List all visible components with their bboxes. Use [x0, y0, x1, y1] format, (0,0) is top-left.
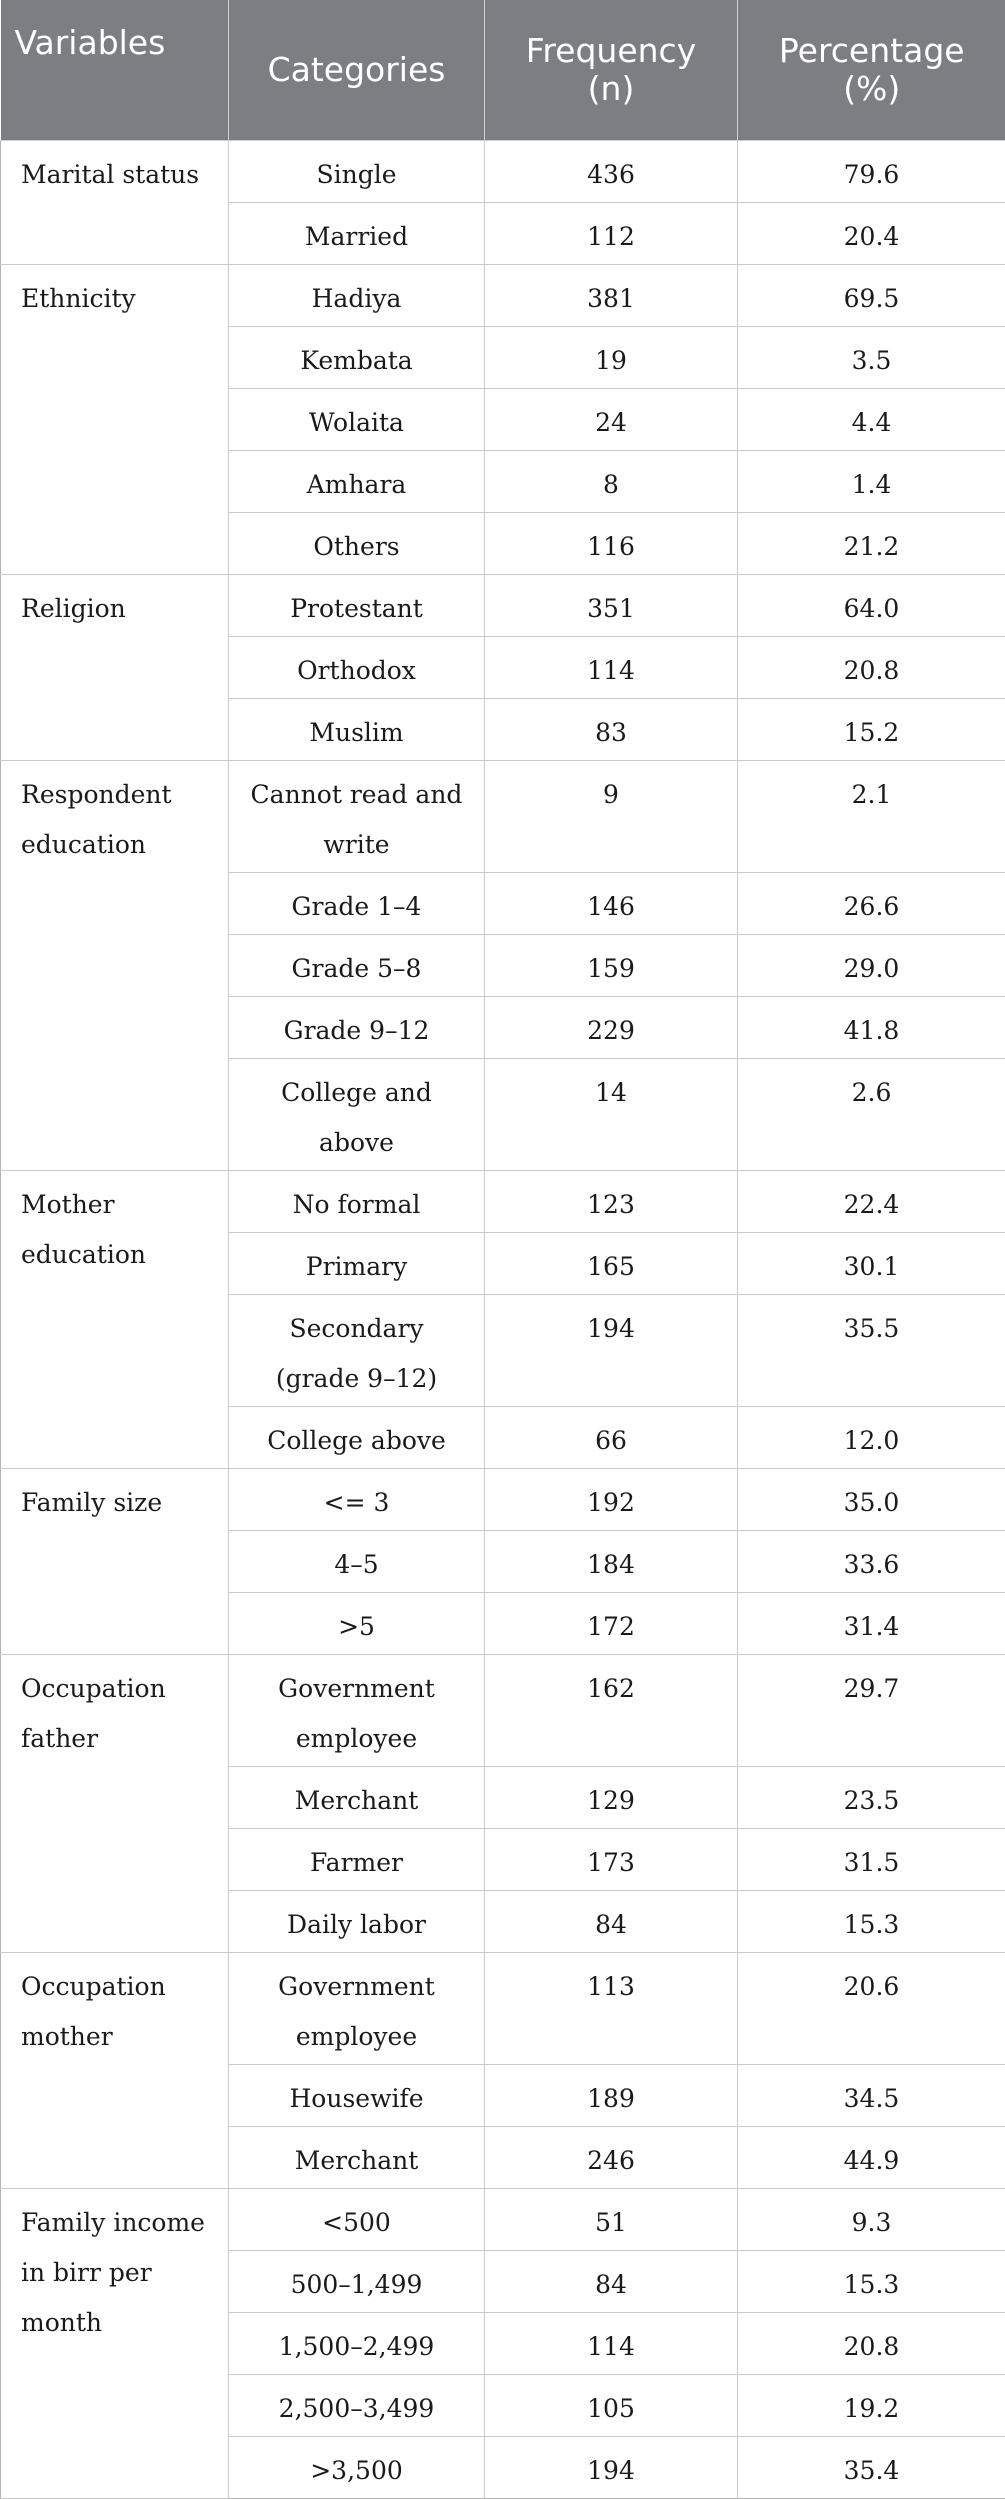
percentage-cell: 35.5	[738, 1295, 1005, 1407]
percentage-cell: 20.4	[738, 203, 1005, 265]
percentage-cell: 3.5	[738, 327, 1005, 389]
frequency-cell: 172	[485, 1593, 738, 1655]
table-body	[1, 141, 1005, 2499]
category-cell: Merchant	[229, 2127, 485, 2189]
category-cell: 1,500–2,499	[229, 2313, 485, 2375]
table-row	[1, 265, 1005, 327]
frequency-cell: 66	[485, 1407, 738, 1469]
frequency-cell: 9	[485, 761, 738, 873]
category-cell: Government employee	[229, 1953, 485, 2065]
frequency-cell: 84	[485, 2251, 738, 2313]
category-cell: Others	[229, 513, 485, 575]
frequency-cell: 246	[485, 2127, 738, 2189]
table-row	[1, 141, 1005, 203]
category-cell: Farmer	[229, 1829, 485, 1891]
table-row	[1, 1171, 1005, 1233]
percentage-cell: 15.3	[738, 1891, 1005, 1953]
frequency-cell: 84	[485, 1891, 738, 1953]
variable-cell: Occupation mother	[1, 1953, 229, 2189]
frequency-cell: 14	[485, 1059, 738, 1171]
category-cell: Government employee	[229, 1655, 485, 1767]
percentage-cell: 30.1	[738, 1233, 1005, 1295]
frequency-cell: 194	[485, 2437, 738, 2499]
category-cell: Married	[229, 203, 485, 265]
table-row	[1, 1655, 1005, 1767]
frequency-cell: 24	[485, 389, 738, 451]
table-row	[1, 1953, 1005, 2065]
category-cell: No formal	[229, 1171, 485, 1233]
category-cell: Grade 5–8	[229, 935, 485, 997]
percentage-cell: 35.0	[738, 1469, 1005, 1531]
variable-cell: Respondent education	[1, 761, 229, 1171]
table-row	[1, 761, 1005, 873]
category-cell: >5	[229, 1593, 485, 1655]
header-categories: Categories	[229, 0, 485, 141]
category-cell: 4–5	[229, 1531, 485, 1593]
percentage-cell: 23.5	[738, 1767, 1005, 1829]
category-cell: College above	[229, 1407, 485, 1469]
percentage-cell: 21.2	[738, 513, 1005, 575]
percentage-cell: 26.6	[738, 873, 1005, 935]
frequency-cell: 165	[485, 1233, 738, 1295]
frequency-cell: 8	[485, 451, 738, 513]
frequency-cell: 129	[485, 1767, 738, 1829]
percentage-cell: 41.8	[738, 997, 1005, 1059]
category-cell: Orthodox	[229, 637, 485, 699]
category-cell: Kembata	[229, 327, 485, 389]
frequency-cell: 194	[485, 1295, 738, 1407]
frequency-cell: 189	[485, 2065, 738, 2127]
category-cell: Merchant	[229, 1767, 485, 1829]
table-row	[1, 1469, 1005, 1531]
category-cell: Primary	[229, 1233, 485, 1295]
frequency-cell: 114	[485, 637, 738, 699]
frequency-cell: 162	[485, 1655, 738, 1767]
category-cell: College and above	[229, 1059, 485, 1171]
percentage-cell: 20.8	[738, 2313, 1005, 2375]
percentage-cell: 33.6	[738, 1531, 1005, 1593]
percentage-cell: 31.5	[738, 1829, 1005, 1891]
frequency-cell: 351	[485, 575, 738, 637]
percentage-cell: 2.1	[738, 761, 1005, 873]
variable-cell: Ethnicity	[1, 265, 229, 575]
category-cell: >3,500	[229, 2437, 485, 2499]
percentage-cell: 2.6	[738, 1059, 1005, 1171]
category-cell: Amhara	[229, 451, 485, 513]
percentage-cell: 12.0	[738, 1407, 1005, 1469]
variable-cell: Marital status	[1, 141, 229, 265]
percentage-cell: 9.3	[738, 2189, 1005, 2251]
category-cell: Protestant	[229, 575, 485, 637]
percentage-cell: 4.4	[738, 389, 1005, 451]
variable-cell: Family income in birr per month	[1, 2189, 229, 2499]
table-header	[1, 0, 1005, 141]
frequency-cell: 112	[485, 203, 738, 265]
percentage-cell: 20.8	[738, 637, 1005, 699]
table-row	[1, 575, 1005, 637]
header-row	[1, 0, 1005, 141]
percentage-cell: 29.7	[738, 1655, 1005, 1767]
category-cell: Grade 1–4	[229, 873, 485, 935]
percentage-cell: 15.2	[738, 699, 1005, 761]
frequency-cell: 192	[485, 1469, 738, 1531]
category-cell: Housewife	[229, 2065, 485, 2127]
frequency-cell: 173	[485, 1829, 738, 1891]
frequency-cell: 114	[485, 2313, 738, 2375]
category-cell: Grade 9–12	[229, 997, 485, 1059]
percentage-cell: 29.0	[738, 935, 1005, 997]
table-row	[1, 2189, 1005, 2251]
percentage-cell: 15.3	[738, 2251, 1005, 2313]
frequency-cell: 184	[485, 1531, 738, 1593]
percentage-cell: 19.2	[738, 2375, 1005, 2437]
frequency-cell: 83	[485, 699, 738, 761]
percentage-cell: 35.4	[738, 2437, 1005, 2499]
frequency-cell: 229	[485, 997, 738, 1059]
variable-cell: Mother education	[1, 1171, 229, 1469]
percentage-cell: 20.6	[738, 1953, 1005, 2065]
percentage-cell: 79.6	[738, 141, 1005, 203]
frequency-cell: 19	[485, 327, 738, 389]
frequency-cell: 436	[485, 141, 738, 203]
frequency-cell: 123	[485, 1171, 738, 1233]
header-percentage: Percentage (%)	[738, 0, 1005, 141]
variable-cell: Family size	[1, 1469, 229, 1655]
frequency-cell: 159	[485, 935, 738, 997]
category-cell: Secondary (grade 9–12)	[229, 1295, 485, 1407]
category-cell: <500	[229, 2189, 485, 2251]
frequency-cell: 146	[485, 873, 738, 935]
category-cell: Cannot read and write	[229, 761, 485, 873]
category-cell: 2,500–3,499	[229, 2375, 485, 2437]
category-cell: Single	[229, 141, 485, 203]
category-cell: 500–1,499	[229, 2251, 485, 2313]
percentage-cell: 64.0	[738, 575, 1005, 637]
category-cell: Wolaita	[229, 389, 485, 451]
header-variables: Variables	[1, 0, 229, 141]
category-cell: Hadiya	[229, 265, 485, 327]
frequency-cell: 116	[485, 513, 738, 575]
category-cell: Daily labor	[229, 1891, 485, 1953]
frequency-cell: 381	[485, 265, 738, 327]
percentage-cell: 31.4	[738, 1593, 1005, 1655]
frequency-cell: 105	[485, 2375, 738, 2437]
frequency-cell: 51	[485, 2189, 738, 2251]
category-cell: <= 3	[229, 1469, 485, 1531]
frequency-cell: 113	[485, 1953, 738, 2065]
percentage-cell: 22.4	[738, 1171, 1005, 1233]
percentage-cell: 69.5	[738, 265, 1005, 327]
variable-cell: Occupation father	[1, 1655, 229, 1953]
header-frequency: Frequency (n)	[485, 0, 738, 141]
variable-cell: Religion	[1, 575, 229, 761]
percentage-cell: 34.5	[738, 2065, 1005, 2127]
percentage-cell: 44.9	[738, 2127, 1005, 2189]
category-cell: Muslim	[229, 699, 485, 761]
percentage-cell: 1.4	[738, 451, 1005, 513]
